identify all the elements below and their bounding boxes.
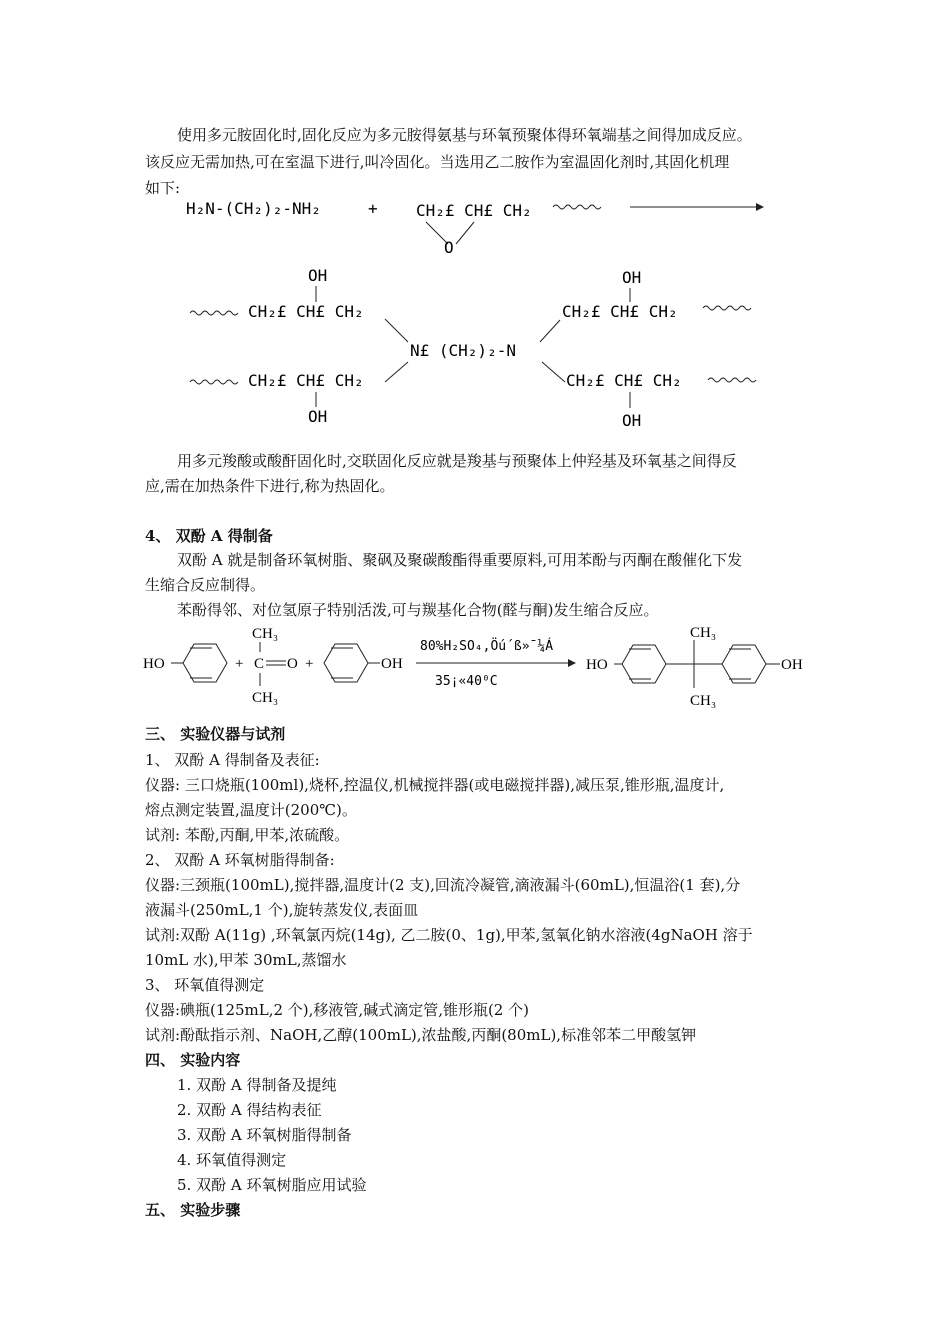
wavy-bond	[190, 380, 238, 384]
hydroxyl-group: OH	[308, 407, 328, 426]
subsection-heading: 3、 环氧值得测定	[145, 976, 265, 994]
hydroxyl-group: OH	[308, 266, 328, 285]
epoxide-ring-right	[456, 222, 474, 244]
paragraph-line: 试剂: 苯酚,丙酮,甲苯,浓硫酸。	[145, 826, 350, 844]
paragraph-line: 该反应无需加热,可在室温下进行,叫冷固化。当选用乙二胺作为室温固化剂时,其固化机理	[145, 153, 730, 171]
curing-reaction-scheme	[0, 190, 950, 435]
wavy-bond	[190, 311, 238, 315]
paragraph-line: 试剂:酚酞指示剂、NaOH,乙醇(100mL),浓盐酸,丙酮(80mL),标准邻苯二甲酸氢钾	[145, 1026, 697, 1044]
paragraph-line: 熔点测定装置,温度计(200℃)。	[145, 801, 357, 819]
reaction-condition-temperature: 35¡«40⁰C	[435, 674, 498, 689]
hydroxyl-group: OH	[622, 268, 642, 287]
paragraph-line: 10mL 水),甲苯 30mL,蒸馏水	[145, 951, 347, 969]
section-heading: 4、 双酚 A 得制备	[145, 527, 273, 545]
paragraph-line: 苯酚得邻、对位氢原子特别活泼,可与羰基化合物(醛与酮)发生缩合反应。	[177, 601, 659, 619]
diamine-center: N£ (CH₂)₂-N	[410, 341, 516, 360]
section-heading: 三、 实验仪器与试剂	[145, 725, 286, 743]
carbonyl-oxygen: O	[287, 656, 298, 672]
carbonyl-carbon: C	[254, 656, 265, 672]
benzene-ring	[722, 645, 766, 683]
list-item: 4. 环氧值得测定	[177, 1151, 287, 1169]
paragraph-line: 用多元羧酸或酸酐固化时,交联固化反应就是羧基与预聚体上仲羟基及环氧基之间得反	[177, 452, 737, 470]
paragraph-line: 液漏斗(250mL,1 个),旋转蒸发仪,表面皿	[145, 901, 419, 919]
subsection-heading: 1、 双酚 A 得制备及表征:	[145, 751, 320, 769]
epoxide-oxygen: O	[444, 238, 454, 257]
hydroxyl-label: HO	[143, 656, 165, 672]
chain-right-top: CH₂£ CH£ CH₂	[562, 302, 678, 321]
plus-sign: +	[305, 656, 314, 672]
wavy-bond	[553, 205, 601, 209]
section-heading: 五、 实验步骤	[145, 1201, 241, 1219]
bisphenol-a-reaction-scheme	[0, 618, 950, 710]
hydroxyl-label: OH	[781, 657, 803, 673]
chain-left-top: CH₂£ CH£ CH₂	[248, 302, 364, 321]
subsection-heading: 2、 双酚 A 环氧树脂得制备:	[145, 851, 335, 869]
paragraph-line: 如下:	[145, 179, 181, 197]
arrow-head	[756, 203, 764, 211]
section-heading: 四、 实验内容	[145, 1051, 241, 1069]
hydroxyl-label: OH	[381, 656, 403, 672]
benzene-ring	[183, 644, 227, 682]
reaction-condition-catalyst: 80%H₂SO₄,Öú´ß»¯¼Á	[420, 639, 554, 654]
methyl-top: CH₃	[252, 626, 279, 642]
benzene-ring	[622, 645, 666, 683]
paragraph-line: 应,需在加热条件下进行,称为热固化。	[145, 477, 395, 495]
benzene-ring	[324, 644, 368, 682]
chain-right-bottom: CH₂£ CH£ CH₂	[566, 371, 682, 390]
paragraph-line: 仪器: 三口烧瓶(100ml),烧杯,控温仪,机械搅拌器(或电磁搅拌器),减压泵,锥形瓶,温度计,	[145, 776, 725, 794]
list-item: 5. 双酚 A 环氧树脂应用试验	[177, 1176, 367, 1194]
paragraph-line: 仪器:碘瓶(125mL,2 个),移液管,碱式滴定管,锥形瓶(2 个)	[145, 1001, 529, 1019]
methyl-bottom: CH₃	[690, 693, 717, 709]
wavy-bond	[708, 378, 756, 382]
methyl-bottom: CH₃	[252, 690, 279, 706]
epoxide-formula: CH₂£ CH£ CH₂	[416, 201, 532, 220]
list-item: 1. 双酚 A 得制备及提纯	[177, 1076, 337, 1094]
hydroxyl-label: HO	[586, 657, 608, 673]
arrow-head	[568, 659, 576, 667]
list-item: 3. 双酚 A 环氧树脂得制备	[177, 1126, 352, 1144]
ethylenediamine-formula: H₂N-(CH₂)₂-NH₂	[186, 199, 321, 218]
paragraph-line: 使用多元胺固化时,固化反应为多元胺得氨基与环氧预聚体得环氧端基之间得加成反应。	[177, 126, 752, 144]
paragraph-line: 试剂:双酚 A(11g) ,环氧氯丙烷(14g), 乙二胺(0、1g),甲苯,氢氧化钠水溶液(4gNaOH 溶于	[145, 926, 753, 944]
methyl-top: CH₃	[690, 625, 717, 641]
wavy-bond	[703, 306, 751, 310]
paragraph-line: 仪器:三颈瓶(100mL),搅拌器,温度计(2 支),回流冷凝管,滴液漏斗(60mL),恒温浴(1 套),分	[145, 876, 741, 894]
hydroxyl-group: OH	[622, 411, 642, 430]
plus-sign: +	[235, 656, 244, 672]
list-item: 2. 双酚 A 得结构表征	[177, 1101, 322, 1119]
paragraph-line: 双酚 A 就是制备环氧树脂、聚砜及聚碳酸酯得重要原料,可用苯酚与丙酮在酸催化下发	[177, 551, 743, 569]
plus-sign: +	[368, 199, 378, 218]
paragraph-line: 生缩合反应制得。	[145, 576, 266, 594]
chain-left-bottom: CH₂£ CH£ CH₂	[248, 371, 364, 390]
